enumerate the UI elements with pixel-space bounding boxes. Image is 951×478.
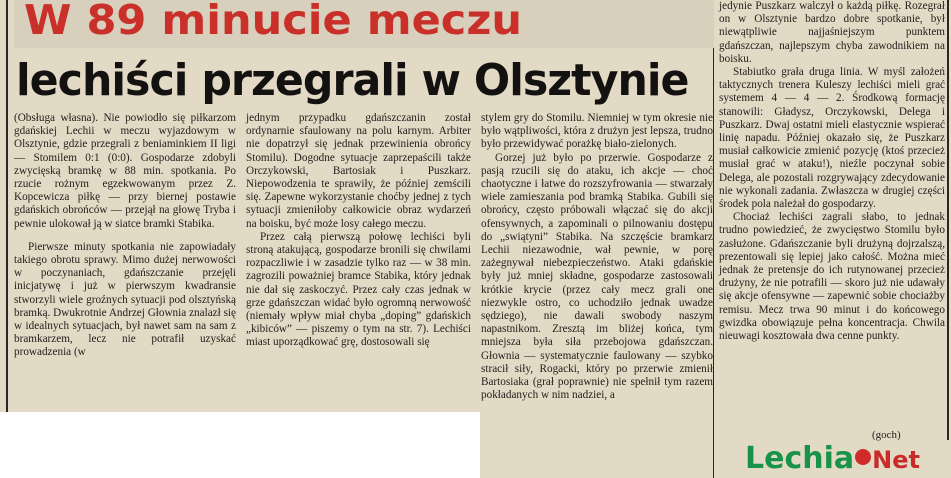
column-4-paragraph: jedynie Puszkarz walczył o każdą piłkę. Rozegrał on w Olsztynie bardzo dobre spotkanie, był niewątpliwie najjaśniejszym punktem gdańszczan, najlepszym chyba zawodnikiem na boisku. [719, 0, 945, 65]
article-column-2 [246, 112, 471, 412]
column-3-paragraph: Gorzej już było po przerwie. Gospodarze z pasją rzucili się do ataku, ich akcje — choć chaotyczne i łatwe do rozszyfrowania — stwarzały wiele zamieszania pod bramką Stabika. Gubili się obrońcy, często próbowali włączać się do akcji ofensywnych, a zapominali o pilnowaniu dostępu do „swiątyni” Stabika. Na szczęście bramkarz Lechii niezawodnie, wał pewnie, w porę zażegnywał niebezpieczeństwo. Ataki gdańskie były już mniej składne, gospodarze zastosowali krótkie krycie (przez cały mecz grali one niezwykle ostro, co uchodziło jednak uwadze sędziego), nie dawali swobody naszym napastnikom. Zresztą im bliżej końca, tym mniejsza była siła przebojowa gdańszczan. Głownia — systematycznie faulowany — szybko stracił siły, Rogacki, który po przerwie zmienił Bartosiaka (grał poprawnie) nie spełnił tym razem pokładanych w nim nadziei, a [481, 151, 713, 402]
article-column-4 [719, 0, 945, 430]
column-4-paragraph: Stabiutko grała druga linia. W myśl założeń taktycznych trenera Kuleszy lechiści mieli grać systemem 4 — 4 — 2. Środkową formację stanowili: Gładysz, Orczykowski, Delega i Puszkarz. Dwaj ostatni mieli elastycznie wspierać linię napadu. Później okazało się, że Puszkarz musiał całkowicie zmienić pozycję (ktoś przecież musiał grać w ataku!), nieźle poczynał sobie Delega, ale pozostali rozgrywający zdecydowanie nie wykonali zadania. Zwłaszcza w drugiej części środek pola należał do gospodarzy. [719, 66, 945, 211]
headline-top-text: W 89 minucie meczu [24, 0, 523, 44]
headline-main [14, 55, 714, 113]
blank-area [0, 412, 480, 478]
column-2-paragraph: jednym przypadku gdańszczanin został ordynarnie sfaulowany na polu karnym. Arbiter nie dopatrzył się jednak przewinienia obrońcy Stomilu). Dogodne sytuacje zaprzepaścili także Orczykowski, Bartosiak i Puszkarz. Niepowodzenia te sprawiły, że później zemścili się. Zapewne wykorzystanie choćby jednej z tych sytuacji zmieniłoby całkowicie obraz wydarzeń na boisku, być może losy całego meczu. [246, 112, 471, 230]
lechia-net-logo [745, 440, 951, 478]
logo-text-net: Net [872, 446, 920, 474]
frame-line-right [947, 0, 949, 440]
article-column-3 [481, 112, 713, 478]
column-1-paragraph: (Obsługa własna). Nie powiodło się piłkarzom gdańskiej Lechii w meczu wyjazdowym w Olsztynie, gdzie przegrali z beniaminkiem II ligi — Stomilem 0:1 (0:0). Gospodarze zdobyli zwycięską bramkę w 88 min. spotkania. Po rzucie rożnym egzekwowanym przez Z. Kopcewicza piłkę — przy biernej postawie gdańskich obrońców — przejął na głowę Tryba i pewnie ulokował ją w siatce bramki Stabika. [14, 112, 236, 230]
column-4-paragraph: Chociaż lechiści zagrali słabo, to jednak trudno powiedzieć, że zwycięstwo Stomilu było zasłużone. Gdańszczanie byli drużyną dojrzalszą, prezentowali się lepiej jako całość. Można mieć jednak że pretensje do ich rutynowanej przecież drużyny, że nie potrafili — skoro już nie udawały się akcje ofensywne — zapewnić sobie chociażby remisu. Mecz trwa 90 minut i do końcowego gwizdka obowiązuje pełna koncentracja. Chwila nieuwagi kosztowała dwa cenne punkty. [719, 211, 945, 343]
column-1-paragraph: Pierwsze minuty spotkania nie zapowiadały takiego obrotu sprawy. Mimo dużej nerwowości w poczynaniach, gdańszczanie przejęli inicjatywę i już w pierwszym kwadransie stworzyli wiele groźnych sytuacji pod olsztyńską bramką. Dwukrotnie Andrzej Głownia znalazł się w idealnych sytuacjach, był nawet sam na sam z bramkarzem, lecz nie potrafił uzyskać prowadzenia (w [14, 240, 236, 359]
author-signature: (goch) [872, 429, 901, 441]
column-3-paragraph: stylem gry do Stomilu. Niemniej w tym okresie nie było wątpliwości, która z drużyn jest lepsza, trudno było przewidywać porażkę biało-zielonych. [481, 112, 713, 151]
headline-top [14, 0, 714, 48]
logo-text-lechia: Lechia [745, 441, 855, 476]
football-icon [855, 449, 871, 465]
column-2-paragraph: Przez całą pierwszą połowę lechiści byli stroną atakującą, gospodarze bronili się chwilami rozpaczliwie i w zasadzie tylko raz — w 38 min. zagrozili poważniej bramce Stabika, który jednak nie dał się zaskoczyć. Przez cały czas jednak w grze gdańszczan widać było ogromną nerwowość (niemały wpływ miał chyba „doping” gdańskich „kibiców” — piszemy o tym na str. 7). Lechiści miast uporządkować grę, dostosowali się [246, 230, 471, 349]
headline-main-text: lechiści przegrali w Olsztynie [16, 55, 689, 106]
frame-line-left [6, 0, 8, 412]
article-column-1 [14, 112, 236, 412]
